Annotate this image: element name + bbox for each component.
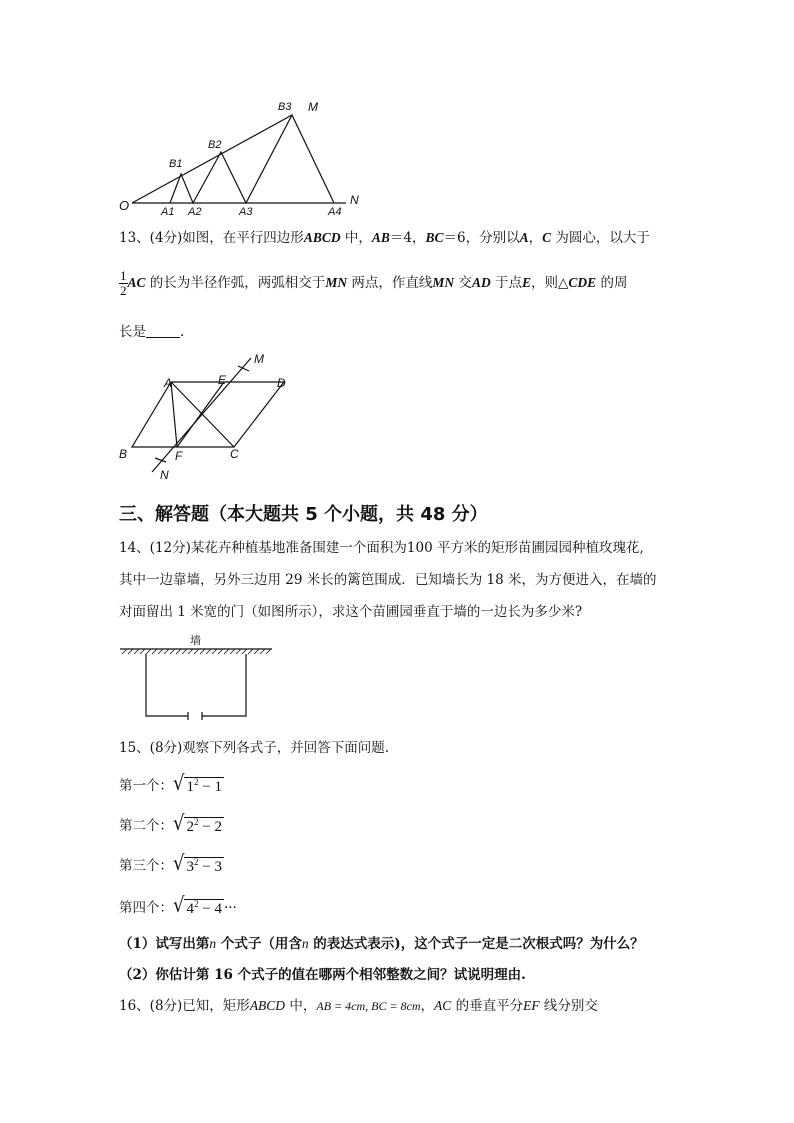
q16-text-1: 16、(8分)已知，矩形: [119, 998, 250, 1014]
figure-angle-zigzag: [114, 92, 374, 222]
q13-mn: MN: [325, 275, 348, 290]
q16-abcd: ABCD: [249, 998, 286, 1013]
q15-sub1-text-1: （1）试写出第: [119, 936, 210, 952]
label-D: D: [277, 376, 286, 390]
ray-om: [132, 115, 292, 203]
label-O: O: [119, 198, 130, 213]
q13-mn-2: MN: [432, 275, 455, 290]
q13-text-8: 交: [454, 275, 472, 291]
sqrt-expression: √ $2^2 - 2$: [173, 810, 222, 835]
q13-text-10: ，则△: [531, 275, 569, 291]
q13-period: .: [180, 324, 185, 340]
q16-text-3: ，: [420, 998, 435, 1014]
q13-ac: AC: [127, 275, 146, 290]
q13-cde: CDE: [568, 275, 597, 290]
sqrt-expression: √ $1^2 - 1$: [173, 770, 222, 795]
ellipsis: ···: [223, 900, 237, 916]
q16-condition: AB = 4cm, BC = 8cm: [316, 999, 421, 1013]
label-F: F: [175, 449, 183, 463]
segment-af: [171, 382, 177, 447]
q13-text-12: 长是: [119, 324, 146, 340]
figure-garden: [118, 632, 278, 724]
q13-text-6: 的长为半径作弧，两弧相交于: [145, 275, 326, 291]
q14-line3: 对面留出 1 米宽的门（如图所示），求这个苗圃园垂直于墙的一边长为多少米?: [119, 604, 583, 620]
label-N: N: [350, 193, 359, 207]
q13-line3: [119, 322, 184, 342]
variable-n: n: [301, 936, 309, 951]
section-heading: 三、解答题（本大题共 5 个小题，共 48 分）: [119, 504, 488, 525]
fraction-one-half: $\frac{1}{2}$: [120, 268, 127, 298]
fence-left: [146, 654, 188, 716]
q15-sub1-text-3: 的表达式表示)，这个式子一定是二次根式吗？为什么？: [308, 936, 644, 952]
q13-text-1: 13、(4分)如图，在平行四边形: [119, 230, 304, 246]
parallelogram-abcd: [132, 382, 284, 447]
q13-c: C: [542, 230, 552, 245]
label-A1: A1: [161, 206, 175, 218]
zigzag-segments: [170, 115, 334, 203]
q15-item-3: [119, 850, 224, 879]
label-B: B: [119, 447, 128, 461]
q16-text-4: 的垂直平分: [451, 998, 524, 1014]
variable-n: n: [209, 936, 217, 951]
q13-line1: [119, 228, 650, 248]
wall-label: 墙: [190, 635, 201, 647]
label-A4: A4: [328, 206, 342, 218]
q13-abcd: ABCD: [303, 230, 341, 245]
q13-ad: AD: [471, 275, 491, 290]
q13-a: A: [519, 230, 529, 245]
q15-sub1-text-2: 个式子（用含: [216, 936, 302, 952]
q13-text-3: ＝4，: [389, 230, 426, 246]
fence-right: [202, 654, 246, 716]
q15-item-1: [119, 770, 224, 799]
label-M: M: [254, 352, 264, 366]
wall-hatching: [122, 649, 271, 654]
q13-comma: ，: [528, 230, 543, 246]
label-A: A: [164, 376, 173, 390]
q13-e: E: [522, 275, 532, 290]
q16-ac: AC: [434, 998, 452, 1013]
q16-text-5: 线分别交: [539, 998, 598, 1014]
q13-text-9: 于点: [490, 275, 522, 291]
label-A3: A3: [239, 206, 253, 218]
label-B2: B2: [208, 139, 222, 151]
label-B1: B1: [169, 158, 183, 170]
q15-item-2: [119, 810, 224, 839]
q16-line1: [119, 996, 598, 1016]
q15-item-label: 第二个：: [119, 818, 173, 834]
q13-line2: [119, 266, 627, 300]
q13-text-2: 中，: [340, 230, 372, 246]
sqrt-expression: √ $4^2 - 4$: [173, 892, 222, 917]
figure-parallelogram: [114, 348, 314, 484]
label-A2: A2: [188, 206, 202, 218]
q13-text-5: 为圆心，以大于: [551, 230, 650, 246]
label-M: M: [308, 100, 318, 114]
segment-cf-diag: [177, 382, 224, 447]
q16-text-2: 中，: [285, 998, 317, 1014]
q15-item-4: [119, 892, 237, 921]
q15-item-label: 第四个：: [119, 900, 173, 916]
q15-sub2: （2）你估计第 16 个式子的值在哪两个相邻整数之间？试说明理由.: [119, 967, 526, 983]
q16-ef: EF: [523, 998, 540, 1013]
q13-ab: AB: [371, 230, 390, 245]
label-B3: B3: [278, 101, 292, 113]
label-E: E: [218, 373, 227, 387]
label-C: C: [230, 447, 239, 461]
q15-sub1: [119, 934, 644, 954]
q15-item-label: 第一个：: [119, 778, 173, 794]
q13-text-7: 两点，作直线: [347, 275, 433, 291]
q13-text-4: ＝6，分别以: [443, 230, 520, 246]
q14-line2: 其中一边靠墙，另外三边用 29 米长的篱笆围成．已知墙长为 18 米，为方便进入，在墙的: [119, 572, 657, 588]
q15-item-label: 第三个：: [119, 858, 173, 874]
q13-bc: BC: [425, 230, 444, 245]
answer-blank[interactable]: [146, 323, 180, 338]
label-N: N: [160, 468, 169, 482]
q13-text-11: 的周: [596, 275, 628, 291]
q14-line1: 14、(12分)某花卉种植基地准备围建一个面积为100 平方米的矩形苗圃园园种植玫瑰花,: [119, 540, 644, 556]
q15-intro: 15、(8分)观察下列各式子，并回答下面问题.: [119, 740, 390, 756]
sqrt-expression: √ $3^2 - 3$: [173, 850, 222, 875]
